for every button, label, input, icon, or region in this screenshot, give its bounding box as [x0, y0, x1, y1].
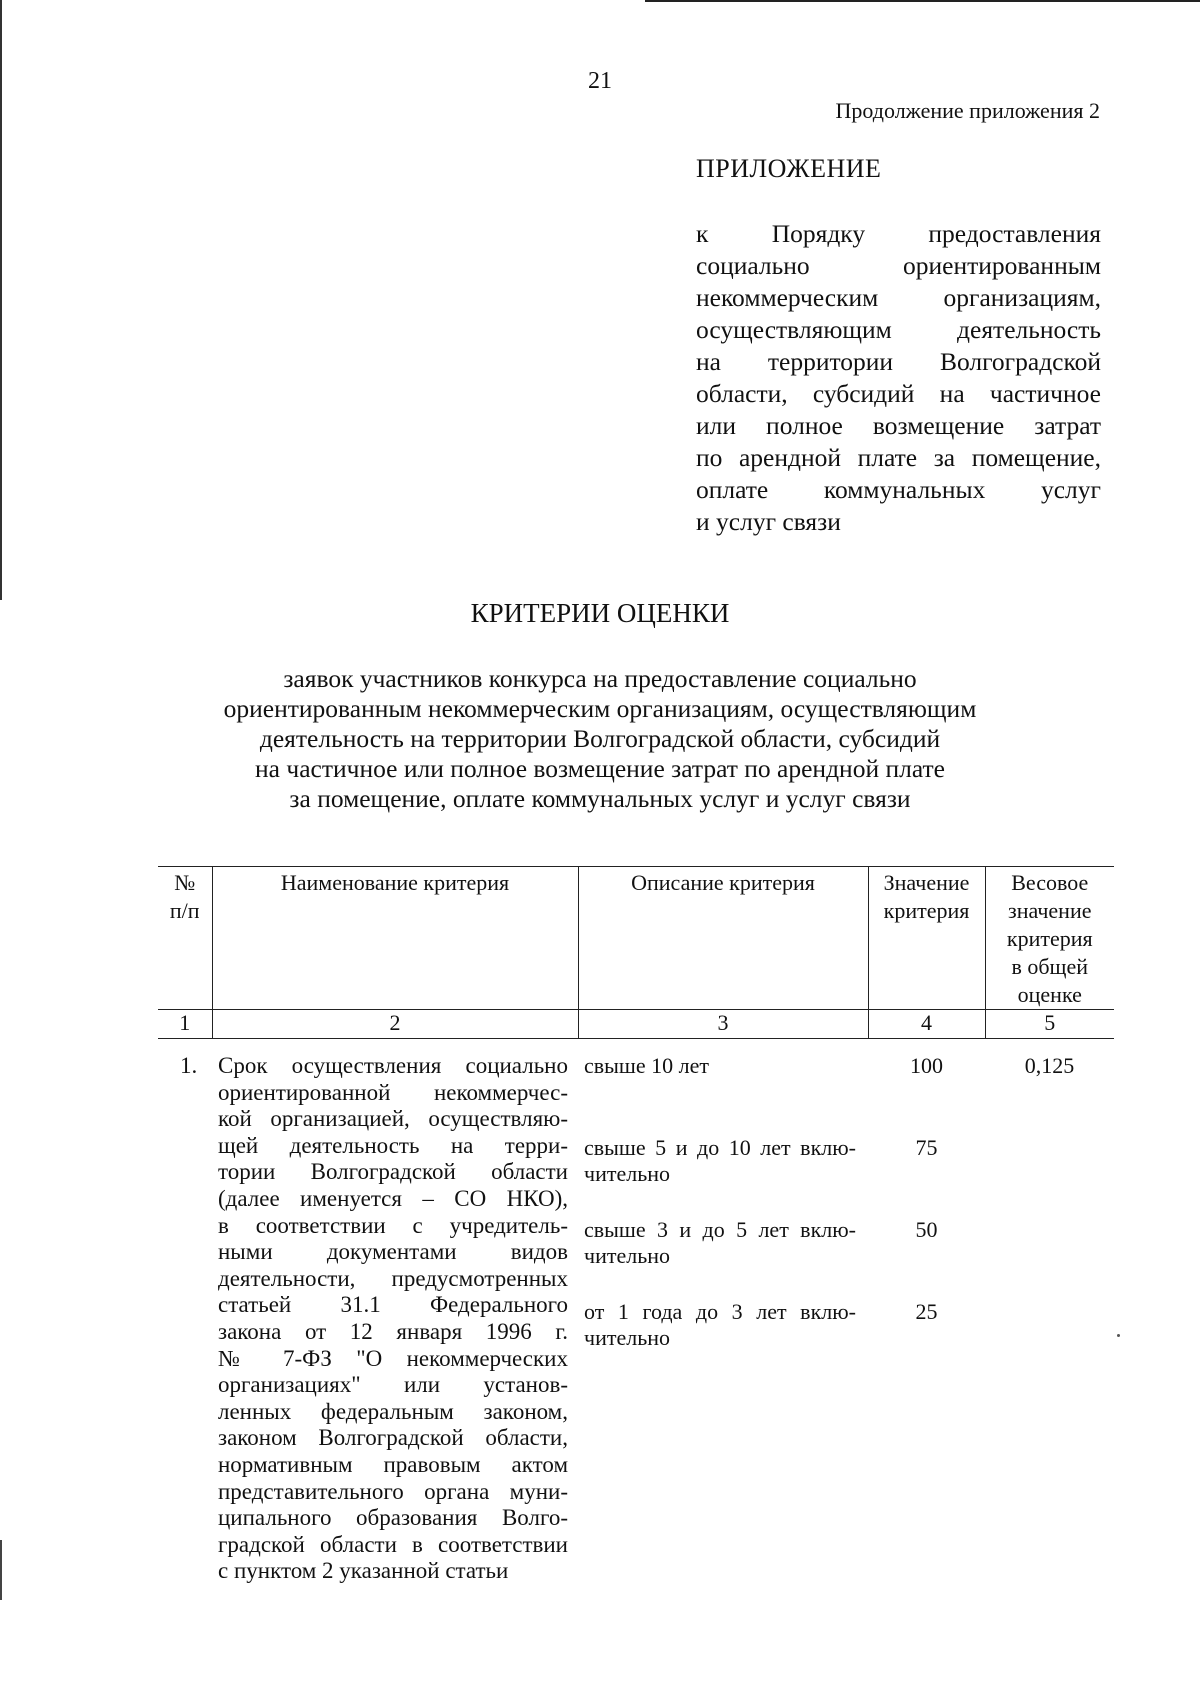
criterion-name-line: тории Волгоградской области	[218, 1159, 568, 1185]
appendix-line: социально ориентированным	[696, 251, 1101, 280]
criterion-name-line: представительного органа муни-	[218, 1478, 568, 1504]
criterion-values	[868, 1039, 985, 1585]
header-text: Значение	[883, 870, 970, 895]
description-line: чительно	[584, 1161, 671, 1186]
criterion-name-line: ориентированной некоммерчес-	[218, 1079, 568, 1105]
description-line: свыше 3 и до 5 лет вклю-	[584, 1217, 856, 1242]
description-line: чительно	[584, 1243, 671, 1268]
description-option	[584, 1053, 868, 1135]
header-text: значение	[1008, 898, 1092, 923]
subtitle-line: заявок участников конкурса на предоставление социально	[283, 664, 917, 693]
criterion-name-line: кой организацией, осуществляю-	[218, 1106, 568, 1132]
criterion-name-line: (далее именуется – СО НКО),	[218, 1185, 568, 1211]
subtitle-line: на частичное или полное возмещение затрат по арендной плате	[255, 754, 945, 783]
document-subtitle	[150, 664, 1050, 814]
scan-edge-top	[645, 0, 1200, 2]
header-criterion-description	[578, 867, 868, 1010]
criterion-name-line: нормативным правовым актом	[218, 1451, 568, 1477]
criterion-name-line: ными документами видов	[218, 1239, 568, 1265]
appendix-line: по арендной плате за помещение,	[696, 443, 1101, 472]
criterion-name-line: щей деятельность на терри-	[218, 1132, 568, 1158]
criterion-name-line: с пунктом 2 указанной статьи	[218, 1558, 509, 1584]
header-text: Весовое	[1011, 870, 1089, 895]
document-title: КРИТЕРИИ ОЦЕНКИ	[470, 598, 730, 628]
description-option	[584, 1217, 868, 1299]
criterion-description	[578, 1039, 868, 1585]
criterion-weight: 0,125	[1024, 1053, 1075, 1078]
appendix-line: к Порядку предоставления	[696, 219, 1101, 248]
row-number: 1.	[180, 1053, 198, 1078]
criteria-table	[158, 866, 1114, 1585]
scan-edge-left-lower	[0, 1540, 2, 1600]
column-number-row	[158, 1010, 1114, 1039]
criterion-name	[212, 1039, 578, 1585]
column-number: 4	[868, 1010, 985, 1039]
criterion-name-line: деятельности, предусмотренных	[218, 1265, 568, 1291]
header-text: п/п	[169, 898, 200, 923]
criterion-value: 100	[910, 1053, 943, 1078]
criterion-name-line: в соответствии с учредитель-	[218, 1212, 568, 1238]
header-criterion-name	[212, 867, 578, 1010]
table-header-row	[158, 867, 1114, 1010]
criterion-name-line: градской области в соответствии	[218, 1531, 568, 1557]
description-line: свыше 5 и до 10 лет вклю-	[584, 1135, 856, 1160]
criterion-name-line: статьей 31.1 Федерального	[218, 1292, 568, 1318]
header-number	[158, 867, 212, 1010]
criterion-name-line: закона от 12 января 1996 г.	[218, 1318, 568, 1344]
header-criterion-value	[868, 867, 985, 1010]
subtitle-line: ориентированным некоммерческим организациям, осуществляющим	[223, 694, 977, 723]
header-text: Наименование критерия	[280, 870, 510, 895]
criterion-name-line: организациях" или установ-	[218, 1372, 568, 1398]
column-number: 5	[985, 1010, 1114, 1039]
appendix-line: некоммерческим организациям,	[696, 283, 1101, 312]
column-number: 3	[578, 1010, 868, 1039]
appendix-line: или полное возмещение затрат	[696, 411, 1101, 440]
description-line: чительно	[584, 1325, 671, 1350]
criterion-name-line: законом Волгоградской области,	[218, 1425, 568, 1451]
appendix-title: ПРИЛОЖЕНИЕ	[696, 154, 882, 183]
criterion-name-line: ципального образования Волго-	[218, 1505, 568, 1531]
column-number: 2	[212, 1010, 578, 1039]
criterion-name-line: ленных федеральным законом,	[218, 1398, 568, 1424]
table-row	[158, 1039, 1114, 1585]
criterion-name-line: № 7-ФЗ "О некоммерческих	[218, 1345, 568, 1371]
appendix-line: оплате коммунальных услуг	[696, 475, 1101, 504]
header-text: критерия	[1006, 926, 1093, 951]
continuation-note: Продолжение приложения 2	[835, 98, 1100, 123]
header-text: оценке	[1017, 982, 1082, 1007]
appendix-line: осуществляющим деятельность	[696, 315, 1101, 344]
header-text: Описание критерия	[631, 870, 815, 895]
header-text: критерия	[883, 898, 970, 923]
appendix-line: области, субсидий на частичное	[696, 379, 1101, 408]
subtitle-line: за помещение, оплате коммунальных услуг и услуг связи	[289, 784, 911, 813]
subtitle-line: деятельность на территории Волгоградской области, субсидий	[259, 724, 941, 753]
description-line: от 1 года до 3 лет вклю-	[584, 1299, 856, 1324]
description-option	[584, 1299, 868, 1381]
appendix-line: на территории Волгоградской	[696, 347, 1101, 376]
header-text: №	[174, 870, 196, 895]
description-line: свыше 10 лет	[584, 1053, 709, 1078]
appendix-body	[696, 218, 1101, 538]
criterion-value: 50	[915, 1217, 938, 1242]
column-number: 1	[158, 1010, 212, 1039]
header-text: в общей	[1011, 954, 1089, 979]
criterion-value: 75	[915, 1135, 938, 1160]
page-number: 21	[588, 68, 612, 94]
description-option	[584, 1135, 868, 1217]
criterion-value: 25	[915, 1299, 938, 1324]
appendix-line: и услуг связи	[696, 507, 841, 536]
criterion-name-line: Срок осуществления социально	[218, 1053, 568, 1078]
scan-speck	[1117, 1334, 1120, 1337]
header-weight	[985, 867, 1114, 1010]
